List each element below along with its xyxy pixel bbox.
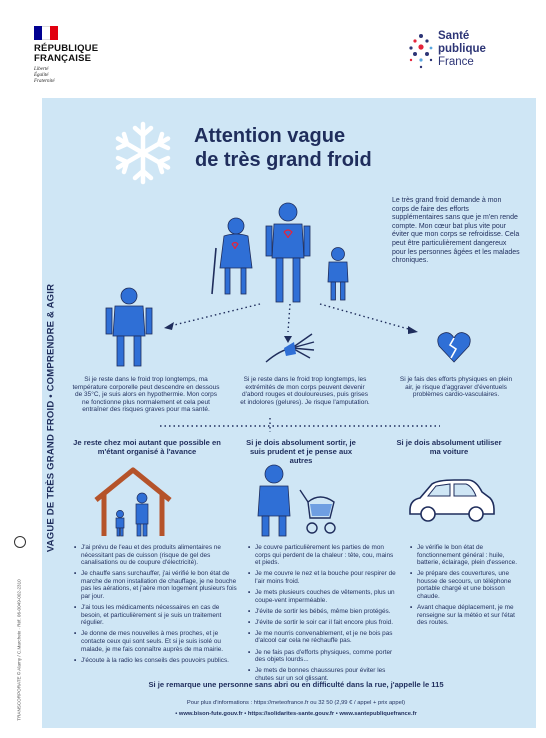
list-item: • Je chauffe sans surchauffer, j'ai vérifié le bon état de marche de mon installation de chauffage, je ne bouche pas les aérations, et j'aère mon logement plusieurs fois par jour. (74, 570, 240, 600)
links-line: • www.bison-fute.gouv.fr • https://solidarites-sante.gouv.fr • www.santepubliquefrance.fr (175, 711, 417, 717)
choice-go-out: Si je dois absolument sortir, je suis prudent et je pense aux autres (246, 438, 356, 465)
list-item: • Je prépare des couvertures, une housse de secours, un téléphone portable chargé et une boisson chaude. (410, 570, 522, 600)
choice-car: Si je dois absolument utiliser ma voiture (396, 438, 502, 456)
motto-egalite: Égalité (34, 73, 49, 78)
list-item: • Je ne fais pas d'efforts physiques, comme porter des objets lourds... (248, 649, 398, 664)
republique-francaise-logo (34, 26, 124, 85)
list-item: • J'écoute à la radio les conseils des pouvoirs publics. (74, 657, 240, 665)
hypothermia-illustration (100, 286, 158, 368)
list-item: • Je me couvre le nez et la bouche pour respirer de l'air moins froid. (248, 570, 398, 585)
risk-frostbite-text: Si je reste dans le froid trop longtemps, les extrémités de mon corps peuvent devenir d'abord rouges et douloureuses, puis grises et indolores (gelures). Je risque l'amputation. (240, 376, 370, 406)
title-line1: Attention vague (194, 125, 346, 147)
home-advice-list (74, 544, 240, 668)
out-advice-list (248, 544, 398, 686)
risk-cardio-text: Si je fais des efforts physiques en plein air, je risque d'aggraver d'éventuels problèmes cardio-vasculaires. (399, 376, 513, 399)
list-item: • Je mets de bonnes chaussures pour éviter les chutes sur un sol glissant. (248, 667, 398, 682)
list-item: • J'ai tous les médicaments nécessaires en cas de besoin, et particulièrement si je suis un traitement régulier. (74, 604, 240, 627)
car-advice-list (410, 544, 522, 630)
spf-line1: Santé (438, 30, 470, 42)
house-illustration (90, 464, 176, 538)
republique-line2: FRANÇAISE (34, 53, 92, 64)
choice-stay-home: Je reste chez moi autant que possible en m'étant organisé à l'avance (73, 438, 221, 456)
list-item: • J'évite de sortir le soir car il fait encore plus froid. (248, 619, 398, 627)
french-flag-icon (34, 26, 58, 40)
risk-hypothermia-text: Si je reste dans le froid trop longtemps, ma température corporelle peut descendre en dessous de 35°C, je suis alors en hypothermie. Mon corps ne fonctionne plus normalement et cela peut entraîner des risques graves pour ma santé. (72, 376, 220, 414)
motto (34, 67, 124, 85)
vertical-title (42, 98, 66, 728)
list-item: • Je vérifie le bon état de fonctionnement général : huile, batterie, éclairage, plein d'essence. (410, 544, 522, 567)
choice-connectors (80, 416, 520, 440)
spf-line2: publique (438, 43, 486, 55)
list-item: • J'ai prévu de l'eau et des produits alimentaires ne nécessitant pas de cuisson (risque de gel des canalisations ou de coupure d'électricité). (74, 544, 240, 567)
credit-text: TRANSCORPORATE © Alamy / C.Marcheix · Réf. 06-0049-002-2310 (16, 579, 22, 721)
cold-hand-illustration (262, 328, 316, 368)
sante-publique-france-logo (406, 28, 526, 78)
list-item: • J'évite de sortir les bébés, même bien protégés. (248, 608, 398, 616)
broken-heart-icon (436, 330, 472, 364)
motto-liberte: Liberté (34, 67, 49, 72)
list-item: • Je donne de mes nouvelles à mes proches, et je contacte ceux qui sont seuls. Et si je suis isolé ou malade, je me fais connaître auprès de ma mairie. (74, 630, 240, 653)
alert-115: Si je remarque une personne sans abri ou en difficulté dans la rue, j'appelle le 115 (148, 680, 444, 689)
spf-dots-icon (406, 32, 436, 72)
page-title (194, 124, 494, 172)
spf-line3: France (438, 56, 474, 68)
info-line: Pour plus d'informations : https://meteofrance.fr ou 32 50 (2,99 € / appel + prix appel) (186, 700, 406, 706)
list-item: • Je me nourris convenablement, et je ne bois pas d'alcool car cela ne réchauffe pas. (248, 630, 398, 645)
list-item: • Je couvre particulièrement les parties de mon corps qui perdent de la chaleur : tête, cou, mains et pieds. (248, 544, 398, 567)
republique-line1: RÉPUBLIQUE (34, 43, 99, 54)
recycle-logo-icon (14, 536, 26, 548)
intro-text: Le très grand froid demande à mon corps de faire des efforts supplémentaires sans que je m'en rende compte. Mon cœur bat plus vite pour éviter que mon corps se refroidisse. Cela peut être particulièrement dangereux pour les personnes âgées et les malades chroniques. (392, 197, 520, 265)
title-line2: de très grand froid (195, 149, 372, 171)
list-item: • Je mets plusieurs couches de vêtements, plus un coupe-vent imperméable. (248, 589, 398, 604)
car-illustration (404, 472, 498, 528)
snowflake-icon (108, 118, 178, 188)
header (0, 0, 546, 96)
motto-fraternite: Fraternité (34, 79, 55, 84)
outside-illustration (250, 462, 342, 538)
family-illustration (198, 196, 358, 306)
credit (12, 570, 26, 730)
list-item: • Avant chaque déplacement, je me renseigne sur la météo et sur l'état des routes. (410, 604, 522, 627)
vertical-title-text: VAGUE DE TRÈS GRAND FROID • COMPRENDRE & AGIR (45, 283, 57, 553)
